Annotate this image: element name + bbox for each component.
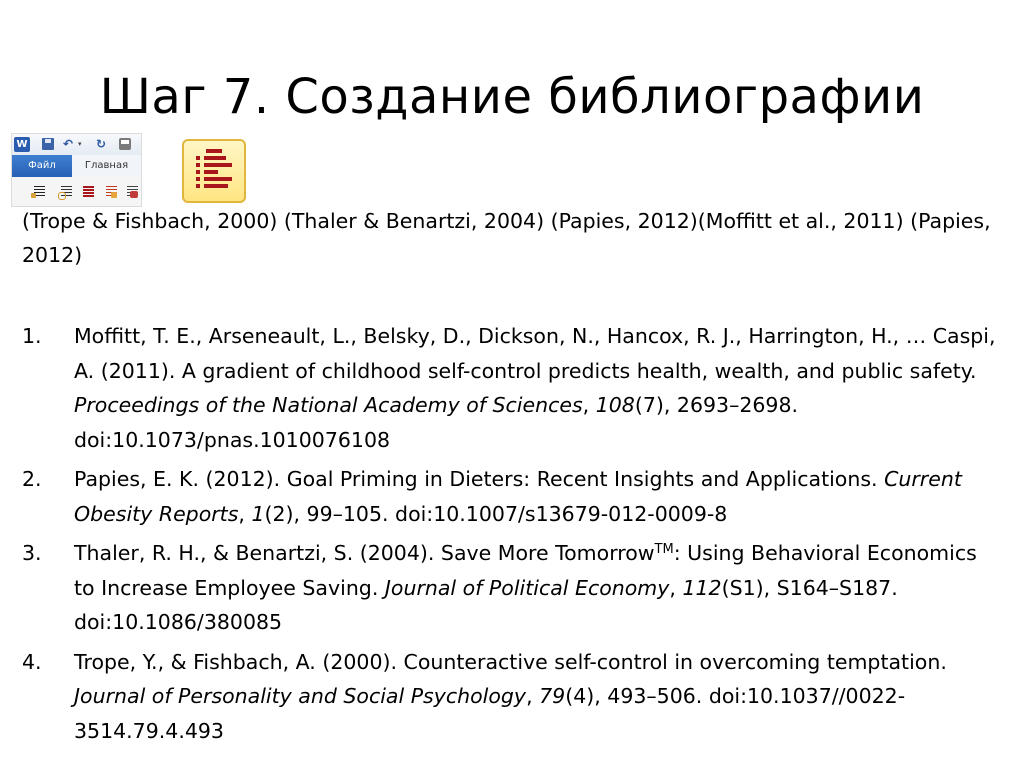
reference-item	[22, 645, 1002, 749]
reference-text-cont: : Using Behavioral Economics to Increase Employee Saving.	[74, 541, 977, 600]
reference-item	[22, 319, 1002, 457]
reference-text: Thaler, R. H., & Benartzi, S. (2004). Save More Tomorrow	[74, 541, 655, 565]
bibliography-icon	[184, 141, 244, 201]
word-icon[interactable]: W	[14, 137, 30, 152]
manage-sources-icon[interactable]	[61, 186, 72, 198]
reference-details: (4), 493–506. doi:10.1037//0022-3514.79.4.493	[74, 684, 906, 743]
reference-details: (2), 99–105. doi:10.1007/s13679-012-0009-8	[264, 501, 728, 526]
journal-volume: 79	[539, 684, 566, 708]
reference-number: 2.	[22, 467, 42, 491]
reference-details: (S1), S164–S187. doi:10.1086/380085	[74, 575, 898, 634]
bibliography-button[interactable]	[182, 139, 246, 203]
undo-icon[interactable]: ↶	[63, 137, 74, 151]
journal-title: Journal of Political Economy	[384, 575, 670, 600]
reference-text: Papies, E. K. (2012). Goal Priming in Dieters: Recent Insights and Applications.	[74, 467, 885, 491]
in-text-citations: (Trope & Fishbach, 2000) (Thaler & Benartzi, 2004) (Papies, 2012)(Moffitt et al., 2011) (Papies, 2012)	[22, 209, 991, 267]
separator: ,	[582, 393, 596, 417]
journal-volume: 1	[251, 501, 265, 526]
redo-icon[interactable]: ↻	[96, 137, 107, 151]
word-ribbon-thumbnail	[11, 133, 142, 207]
separator: ,	[526, 684, 540, 708]
citation-tool-icon[interactable]	[34, 186, 45, 198]
reference-text: Trope, Y., & Fishbach, A. (2000). Counteractive self-control in overcoming temptation.	[74, 649, 947, 674]
journal-volume: 108	[595, 393, 635, 417]
ribbon-tools	[12, 177, 141, 206]
separator: ,	[238, 501, 252, 526]
tab-home[interactable]: Главная	[72, 155, 141, 177]
reference-number: 4.	[22, 649, 42, 674]
journal-title: Journal of Personality and Social Psychology	[74, 684, 527, 708]
trademark-superscript: TM	[654, 542, 674, 557]
save-icon[interactable]	[42, 138, 54, 150]
dropdown-icon[interactable]: ▾	[78, 140, 82, 148]
slide-title: Шаг 7. Создание библиографии	[99, 69, 925, 125]
journal-volume: 112	[682, 575, 722, 600]
reference-item	[22, 462, 1002, 531]
reference-list	[22, 319, 1002, 753]
print-icon[interactable]	[119, 138, 131, 150]
reference-item	[22, 536, 1002, 640]
reference-text: Moffitt, T. E., Arseneault, L., Belsky, D., Dickson, N., Hancox, R. J., Harrington, H., … Caspi, A. (2011). A gradient of childhood self-control predicts health, wealth, and public safety.	[74, 324, 996, 383]
reference-details: (7), 2693–2698. doi:10.1073/pnas.1010076108	[74, 393, 799, 452]
bibliography-tool-icon[interactable]	[83, 186, 94, 198]
ribbon-tabs	[12, 155, 141, 177]
style-tool-icon[interactable]	[106, 186, 117, 198]
update-tool-icon[interactable]	[127, 186, 138, 198]
reference-number: 1.	[22, 324, 42, 348]
journal-title: Proceedings of the National Academy of Sciences	[74, 393, 583, 417]
reference-number: 3.	[22, 541, 42, 565]
quick-access-toolbar	[12, 134, 141, 155]
tab-file[interactable]: Файл	[12, 155, 72, 177]
separator: ,	[669, 575, 683, 600]
journal-title: Current Obesity Reports	[74, 467, 962, 526]
